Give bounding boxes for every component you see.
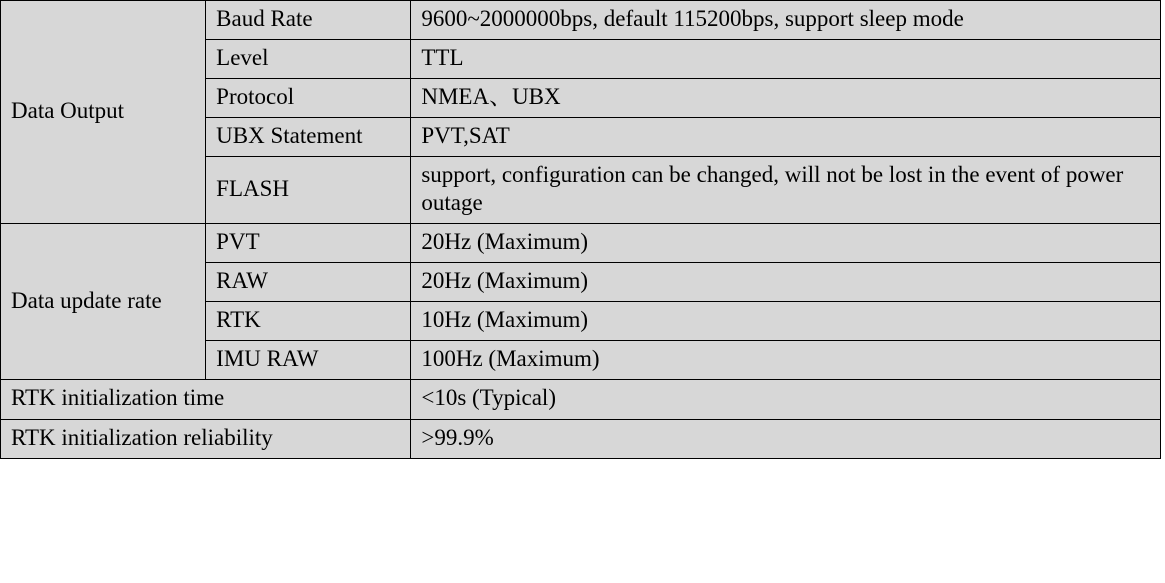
row-value-baud-rate: 9600~2000000bps, default 115200bps, support sleep mode (411, 1, 1161, 40)
row-label-ubx-statement: UBX Statement (206, 118, 411, 157)
row-label-rtk-initialization-time: RTK initialization time (1, 380, 411, 419)
row-value-imu-raw: 100Hz (Maximum) (411, 341, 1161, 380)
row-value-flash: support, configuration can be changed, will not be lost in the event of power outage (411, 157, 1161, 224)
row-label-pvt: PVT (206, 224, 411, 263)
row-value-level: TTL (411, 40, 1161, 79)
row-label-rtk-initialization-reliability: RTK initialization reliability (1, 419, 411, 458)
row-value-rtk-initialization-reliability: >99.9% (411, 419, 1161, 458)
group-label-data-update-rate: Data update rate (1, 224, 206, 380)
row-label-imu-raw: IMU RAW (206, 341, 411, 380)
row-label-flash: FLASH (206, 157, 411, 224)
row-value-ubx-statement: PVT,SAT (411, 118, 1161, 157)
row-value-pvt: 20Hz (Maximum) (411, 224, 1161, 263)
row-value-raw: 20Hz (Maximum) (411, 263, 1161, 302)
table-row (1, 419, 1161, 458)
row-label-rtk: RTK (206, 302, 411, 341)
group-label-data-output: Data Output (1, 1, 206, 224)
row-value-rtk: 10Hz (Maximum) (411, 302, 1161, 341)
row-label-baud-rate: Baud Rate (206, 1, 411, 40)
table-row (1, 1, 1161, 40)
row-label-level: Level (206, 40, 411, 79)
row-value-protocol: NMEA、UBX (411, 79, 1161, 118)
table-row (1, 224, 1161, 263)
row-label-raw: RAW (206, 263, 411, 302)
row-label-protocol: Protocol (206, 79, 411, 118)
row-value-rtk-initialization-time: <10s (Typical) (411, 380, 1161, 419)
table-row (1, 380, 1161, 419)
